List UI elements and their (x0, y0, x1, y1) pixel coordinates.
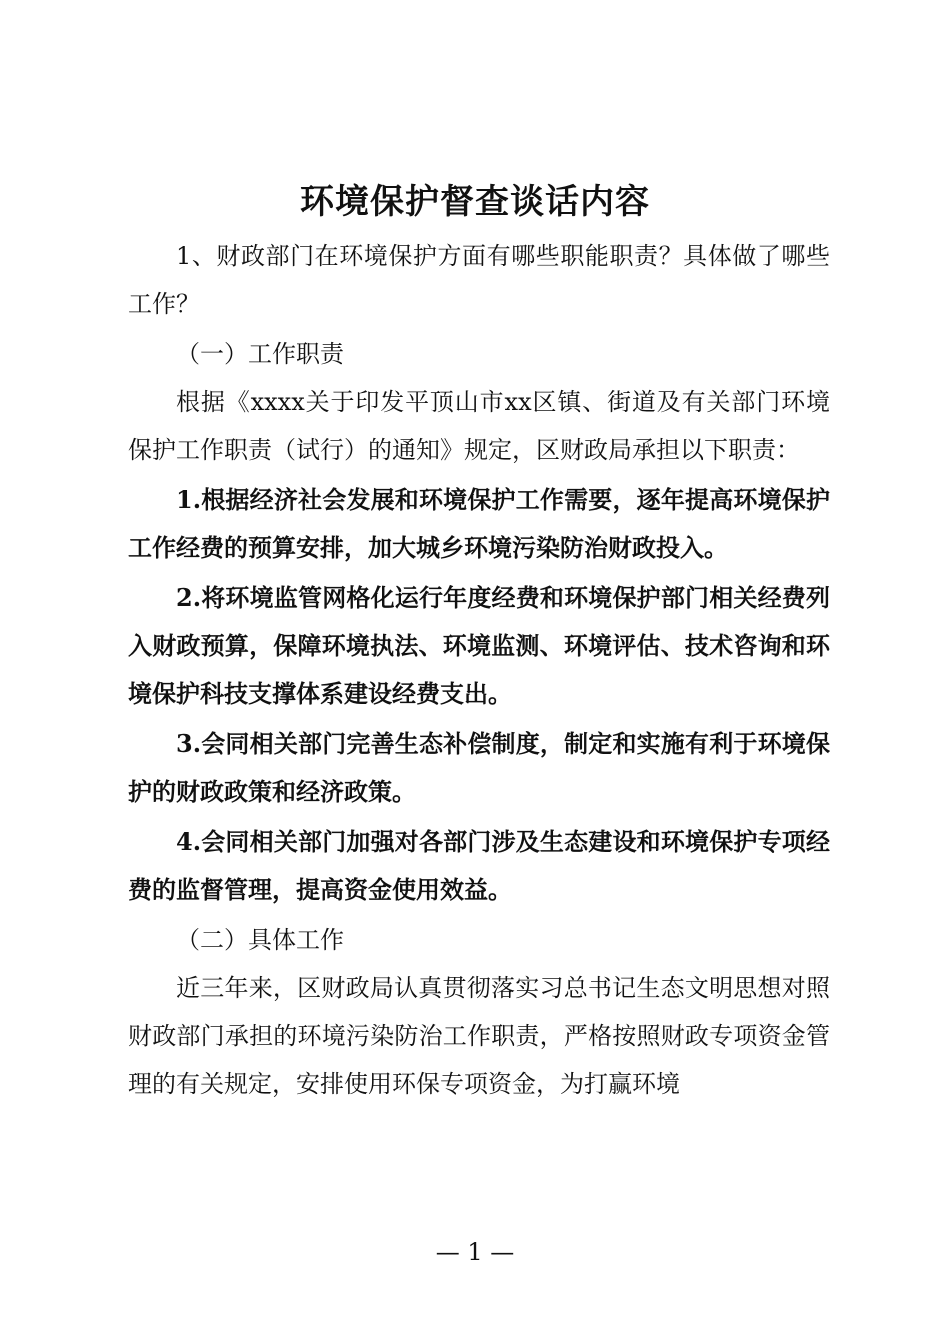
question-paragraph: 1、财政部门在环境保护方面有哪些职能职责？具体做了哪些工作？ (128, 242, 830, 318)
section-heading-duties: （一）工作职责 (176, 340, 344, 368)
work-paragraph: 近三年来，区财政局认真贯彻落实习总书记生态文明思想对照财政部门承担的环境污染防治工作职责，严格按照财政专项资金管理的有关规定，安排使用环保专项资金，为打赢环境 (128, 974, 830, 1098)
duty-item-1: 1.根据经济社会发展和环境保护工作需要，逐年提高环境保护工作经费的预算安排，加大城乡环境污染防治财政投入。 (128, 485, 830, 562)
document-title: 环境保护督查谈话内容 (300, 182, 650, 222)
duty-item-2: 2.将环境监管网格化运行年度经费和环境保护部门相关经费列入财政预算，保障环境执法、环境监测、环境评估、技术咨询和环境保护科技支撑体系建设经费支出。 (128, 583, 830, 708)
page-number: — 1 — (435, 1238, 515, 1266)
duty-item-3: 3.会同相关部门完善生态补偿制度，制定和实施有利于环境保护的财政政策和经济政策。 (128, 729, 830, 806)
document-body (128, 232, 830, 1110)
section-heading-work: （二）具体工作 (176, 926, 344, 954)
duty-item-4: 4.会同相关部门加强对各部门涉及生态建设和环境保护专项经费的监督管理，提高资金使用效益。 (128, 827, 830, 904)
duties-intro-paragraph: 根据《xxxx关于印发平顶山市xx区镇、街道及有关部门环境保护工作职责（试行）的通知》规定，区财政局承担以下职责： (128, 388, 830, 464)
